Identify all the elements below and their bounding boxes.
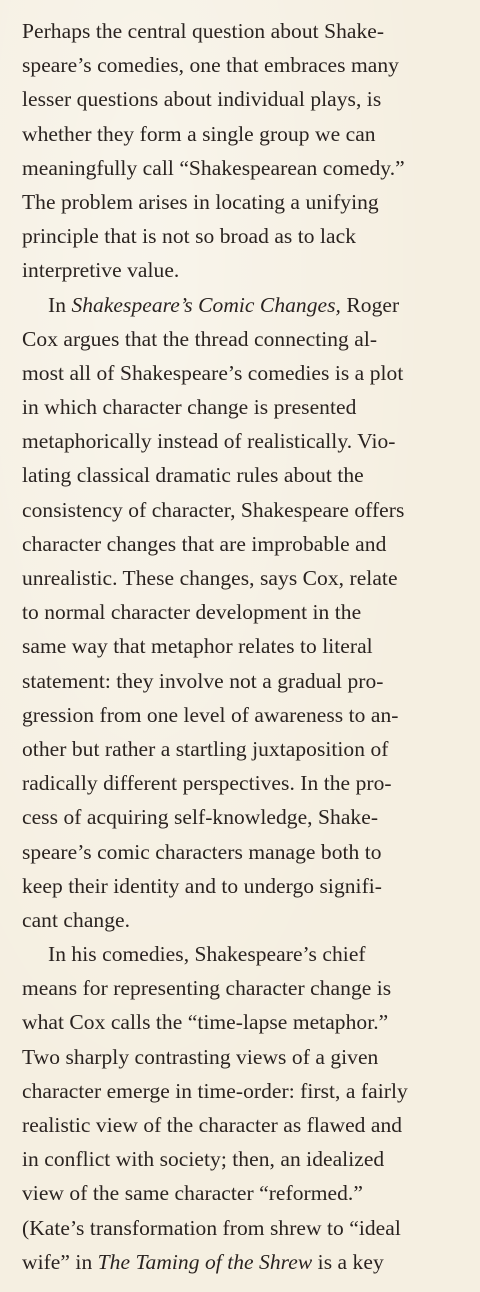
paragraph-1	[22, 14, 472, 288]
text-line	[22, 424, 472, 458]
text-line	[22, 766, 472, 800]
text-segment: speare’s comedies, one that embraces many	[22, 53, 399, 78]
text-line	[22, 185, 472, 219]
text-segment: statement: they involve not a gradual pro-	[22, 668, 384, 693]
text-line	[22, 732, 472, 766]
text-segment: In his comedies, Shakespeare’s chief	[48, 942, 366, 967]
text-line	[22, 322, 472, 356]
text-segment: unrealistic. These changes, says Cox, relate	[22, 566, 398, 590]
text-segment: view of the same character “reformed.”	[22, 1181, 363, 1206]
text-segment: The problem arises in locating a unifying	[22, 189, 379, 214]
text-segment: speare’s comic characters manage both to	[22, 839, 382, 864]
text-line	[22, 1211, 472, 1245]
text-line	[22, 288, 472, 322]
text-line	[22, 629, 472, 663]
text-line	[22, 458, 472, 492]
text-line	[22, 151, 472, 185]
text-line	[22, 937, 472, 971]
text-segment: character emerge in time-order: first, a fairly	[22, 1078, 408, 1103]
text-segment: whether they form a single group we can	[22, 121, 376, 146]
text-segment: interpretive value.	[22, 258, 180, 283]
text-segment: Cox argues that the thread connecting al-	[22, 326, 378, 351]
text-segment: is a key	[312, 1249, 384, 1274]
italic-title-text: The Taming of the Shrew	[97, 1249, 313, 1274]
text-segment: cant change.	[22, 907, 131, 932]
text-segment: cess of acquiring self-knowledge, Shake-	[22, 805, 379, 830]
text-line	[22, 253, 472, 287]
text-segment: keep their identity and to undergo signifi-	[22, 873, 383, 898]
text-line	[22, 527, 472, 561]
text-segment: Two sharply contrasting views of a given	[22, 1044, 379, 1069]
text-line	[22, 595, 472, 629]
text-segment: same way that metaphor relates to literal	[22, 634, 373, 659]
text-segment: Roger	[340, 292, 400, 317]
text-segment: (Kate’s transformation from shrew to “ideal	[22, 1215, 401, 1240]
text-line	[22, 14, 472, 48]
paragraph-2	[22, 288, 472, 938]
text-segment: wife” in	[22, 1249, 98, 1274]
text-line	[22, 219, 472, 253]
text-segment: consistency of character, Shakespeare offers	[22, 497, 405, 522]
text-line	[22, 903, 472, 937]
text-line	[22, 82, 472, 116]
text-line	[22, 1245, 472, 1279]
text-segment: means for representing character change is	[22, 976, 392, 1001]
text-segment: character changes that are improbable and	[22, 531, 387, 556]
text-segment: in which character change is presented	[22, 395, 357, 420]
text-segment: metaphorically instead of realistically. Vio-	[22, 429, 396, 454]
text-segment: Perhaps the central question about Shake-	[22, 19, 385, 43]
text-segment: most all of Shakespeare’s comedies is a plot	[22, 360, 404, 385]
text-line	[22, 1176, 472, 1210]
text-line	[22, 561, 472, 595]
text-line	[22, 48, 472, 82]
text-segment: In	[48, 292, 72, 317]
text-line	[22, 800, 472, 834]
text-line	[22, 1074, 472, 1108]
text-segment: what Cox calls the “time-lapse metaphor.”	[22, 1010, 389, 1035]
text-segment: radically different perspectives. In the pro-	[22, 771, 392, 796]
text-segment: lating classical dramatic rules about the	[22, 463, 364, 488]
text-line	[22, 835, 472, 869]
text-segment: gression from one level of awareness to an-	[22, 702, 399, 727]
text-line	[22, 390, 472, 424]
text-line	[22, 1108, 472, 1142]
text-line	[22, 1142, 472, 1176]
text-line	[22, 698, 472, 732]
text-line	[22, 869, 472, 903]
text-line	[22, 117, 472, 151]
text-segment: to normal character development in the	[22, 600, 362, 625]
text-segment: lesser questions about individual plays, is	[22, 87, 382, 112]
paragraph-3	[22, 937, 472, 1279]
text-line	[22, 664, 472, 698]
text-segment: principle that is not so broad as to lack	[22, 224, 357, 249]
text-line	[22, 356, 472, 390]
italic-title-text: Shakespeare’s Comic Changes,	[71, 292, 341, 317]
text-line	[22, 971, 472, 1005]
text-segment: other but rather a startling juxtaposition of	[22, 736, 389, 761]
text-segment: realistic view of the character as flawed and	[22, 1113, 403, 1137]
text-line	[22, 1005, 472, 1039]
text-line	[22, 1040, 472, 1074]
text-line	[22, 493, 472, 527]
document-body-text	[22, 14, 472, 1279]
text-segment: in conflict with society; then, an idealized	[22, 1147, 385, 1172]
text-segment: meaningfully call “Shakespearean comedy.”	[22, 155, 405, 180]
